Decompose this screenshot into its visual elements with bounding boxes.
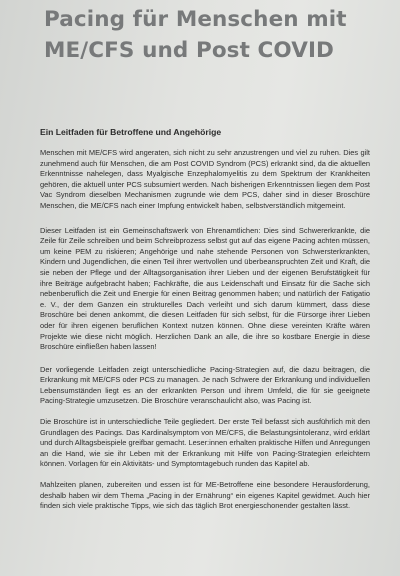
paragraph-intro: Menschen mit ME/CFS wird angeraten, sich nicht zu sehr anzustrengen und viel zu ruhen. Dies gilt zunehmend auch für Menschen, die am Post COVID Syndrom (PCS) erkrankt sind, da die aktuellen Erkenntnisse nahelegen, dass Myalgische Enzephalomyelitis zu dem Spektrum der Krankheiten gehören, die aktuell unter PCS subsumiert werden. Nach bisherigen Erkenntnissen liegen dem Post Vac Syndrom dieselben Mechanismen zugrunde wie dem PCS, daher sind in dieser Broschüre Menschen, die ME/CFS nach einer Impfung entwickelt haben, selbstverständlich mitgemeint. <box>40 148 370 210</box>
paragraph-acknowledgements: Dieser Leitfaden ist ein Gemeinschaftswerk von Ehrenamtlichen: Dies sind Schwererkrankte, die Zeile für Zeile schreiben und beim Schreibprozess selbst gut auf das eigene Pacing achten müssen, um keine PEM zu riskieren; Angehörige und nahe stehende Personen von Schwersterkrankten, Kindern und Jugendlichen, die einen Teil ihrer wertvollen und überbeanspruchten Zeit und Kraft, die sie neben der Pflege und der Alltagsorganisation ihrer Lieben und der eigenen Berufstätigkeit für ihre Beiträge aufgebracht haben; Fachkräfte, die aus Leidenschaft und Einsatz für die Sache sich nebenberuflich die Zeit und Energie für einen Beitrag genommen haben; und natürlich der Fatigatio e. V., der dem Ganzen ein strukturelles Dach verleiht und sich darum kümmert, dass diese Broschüre bei denen ankommt, die diesen Leitfaden für sich selbst, für die Fürsorge ihrer Lieben oder für ihren eigenen beruflichen Kontext nutzen können. Ohne diese vereinten Kräfte wären Projekte wie diese nicht möglich. Herzlichen Dank an alle, die ihre so kostbare Energie in diese Broschüre einfließen haben lassen! <box>40 225 370 352</box>
paragraph-structure: Die Broschüre ist in unterschiedliche Teile gegliedert. Der erste Teil befasst sich ausführlich mit den Grundlagen des Pacings. Das Kardinalsymptom von ME/CFS, die Belastungsintoleranz, wird erklärt und durch Alltagsbeispiele greifbar gemacht. Leser:innen erhalten praktische Hilfen und Anregungen an die Hand, wie sie ihr Leben mit der Erkrankung mit Hilfe von Pacing-Strategien erleichtern können. Vorlagen für ein Aktivitäts- und Symptomtagebuch runden das Kapitel ab. <box>40 417 370 469</box>
paragraph-nutrition: Mahlzeiten planen, zubereiten und essen ist für ME-Betroffene eine besondere Herausforderung, deshalb haben wir dem Thema „Pacing in der Ernährung“ ein eigenes Kapitel gewidmet. Auch hier finden sich viele praktische Tipps, wie sich das täglich Brot energieschonender gestalten lässt. <box>40 480 370 511</box>
paragraph-purpose: Der vorliegende Leitfaden zeigt unterschiedliche Pacing-Strategien auf, die dazu beitragen, die Erkrankung mit ME/CFS oder PCS zu managen. Je nach Schwere der Erkrankung und individuellen Lebensumständen liegt es an der erkrankten Person und ihrem Umfeld, die für sie geeignete Pacing-Strategie umzusetzen. Die Broschüre veranschaulicht also, was Pacing ist. <box>40 364 370 406</box>
section-subtitle: Ein Leitfaden für Betroffene und Angehörige <box>40 127 222 137</box>
body-text <box>40 148 370 522</box>
page-title: Pacing für Menschen mit ME/CFS und Post COVID <box>44 7 347 63</box>
